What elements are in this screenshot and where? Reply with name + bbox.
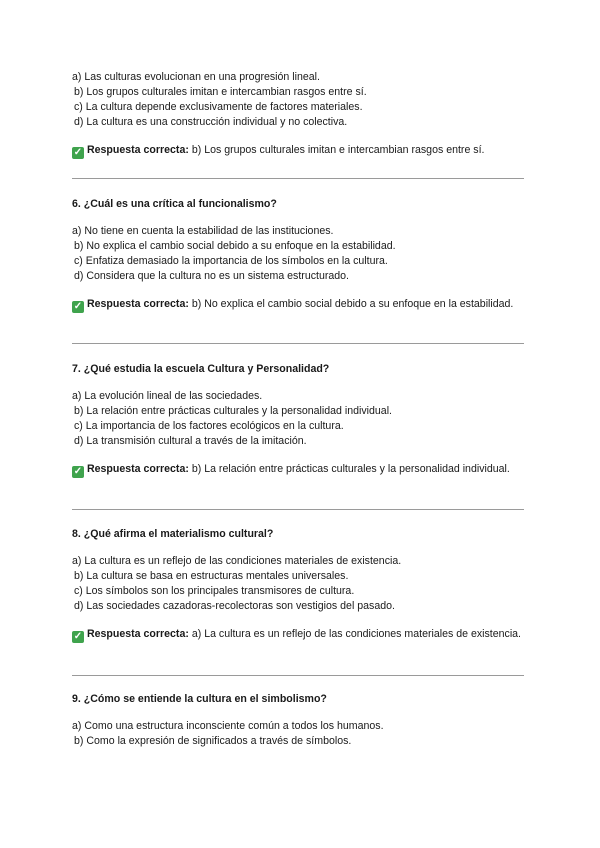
- option-b: b) Los grupos culturales imitan e intercambian rasgos entre sí.: [74, 86, 367, 98]
- correct-answer: [72, 142, 524, 159]
- option-a: a) Las culturas evolucionan en una progresión lineal.: [72, 71, 320, 83]
- option-a: a) Como una estructura inconsciente común a todos los humanos.: [72, 720, 384, 732]
- question-7: [72, 362, 524, 478]
- option-c: c) Enfatiza demasiado la importancia de los símbolos en la cultura.: [74, 255, 388, 267]
- answer-text: b) No explica el cambio social debido a su enfoque en la estabilidad.: [191, 298, 514, 310]
- question-8: [72, 527, 524, 643]
- divider: [72, 675, 524, 676]
- check-mark-icon: ✓: [73, 301, 83, 312]
- question-title: 7. ¿Qué estudia la escuela Cultura y Personalidad?: [72, 363, 330, 375]
- option-a: a) No tiene en cuenta la estabilidad de las instituciones.: [72, 225, 334, 237]
- option-c: c) La cultura depende exclusivamente de factores materiales.: [74, 101, 363, 113]
- option-b: b) La cultura se basa en estructuras mentales universales.: [74, 570, 349, 582]
- divider: [72, 509, 524, 510]
- answer-label: Respuesta correcta:: [87, 298, 189, 310]
- question-9: [72, 692, 524, 749]
- answer-label: Respuesta correcta:: [87, 144, 189, 156]
- question-title: 6. ¿Cuál es una crítica al funcionalismo?: [72, 198, 277, 210]
- option-c: c) La importancia de los factores ecológicos en la cultura.: [74, 420, 344, 432]
- question-title: 9. ¿Cómo se entiende la cultura en el simbolismo?: [72, 693, 327, 705]
- answer-label: Respuesta correcta:: [87, 463, 189, 475]
- check-mark-icon: ✓: [73, 466, 83, 477]
- answer-label: Respuesta correcta:: [87, 628, 189, 640]
- answer-text: b) Los grupos culturales imitan e intercambian rasgos entre sí.: [191, 144, 485, 156]
- question-6: [72, 197, 524, 313]
- correct-answer: [72, 626, 524, 643]
- option-d: d) La transmisión cultural a través de la imitación.: [74, 435, 307, 447]
- divider: [72, 343, 524, 344]
- answer-text: a) La cultura es un reflejo de las condiciones materiales de existencia.: [191, 628, 522, 640]
- divider: [72, 178, 524, 179]
- option-b: b) La relación entre prácticas culturales y la personalidad individual.: [74, 405, 392, 417]
- option-d: d) La cultura es una construcción individual y no colectiva.: [74, 116, 348, 128]
- check-mark-icon: ✓: [73, 147, 83, 158]
- correct-answer: [72, 461, 524, 478]
- option-c: c) Los símbolos son los principales transmisores de cultura.: [74, 585, 355, 597]
- option-a: a) La evolución lineal de las sociedades.: [72, 390, 263, 402]
- option-d: d) Considera que la cultura no es un sistema estructurado.: [74, 270, 349, 282]
- question-5-tail: [72, 70, 524, 159]
- option-d: d) Las sociedades cazadoras-recolectoras son vestigios del pasado.: [74, 600, 395, 612]
- check-mark-icon: ✓: [73, 631, 83, 642]
- option-a: a) La cultura es un reflejo de las condiciones materiales de existencia.: [72, 555, 402, 567]
- answer-text: b) La relación entre prácticas culturales y la personalidad individual.: [191, 463, 510, 475]
- option-b: b) No explica el cambio social debido a su enfoque en la estabilidad.: [74, 240, 396, 252]
- correct-answer: [72, 296, 524, 313]
- question-title: 8. ¿Qué afirma el materialismo cultural?: [72, 528, 274, 540]
- option-b: b) Como la expresión de significados a través de símbolos.: [74, 735, 352, 747]
